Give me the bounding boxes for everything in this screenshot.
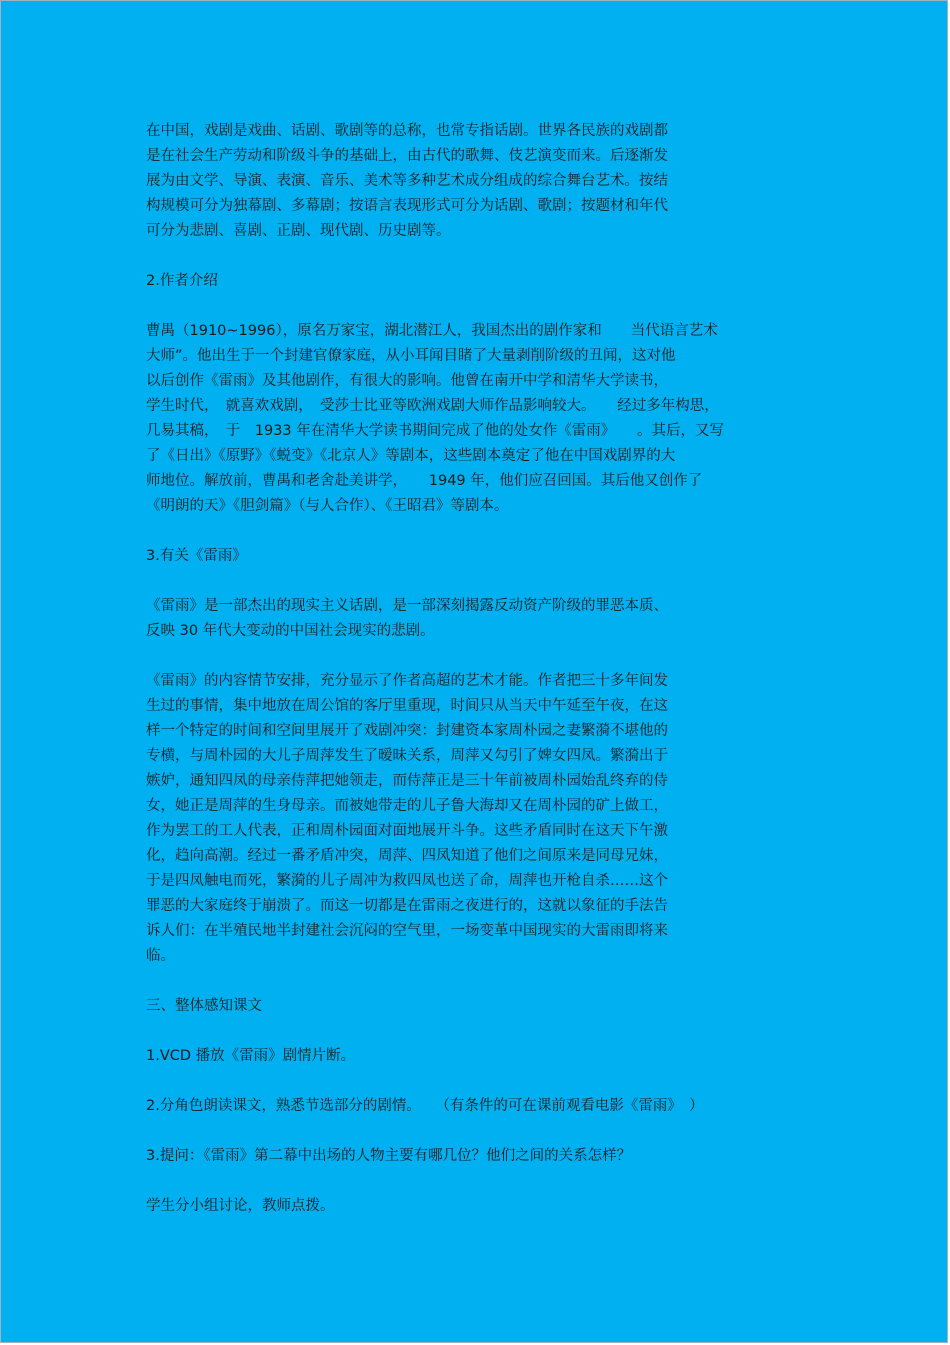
text-line: 在中国，戏剧是戏曲、话剧、歌剧等的总称，也常专指话剧。世界各民族的戏剧都 xyxy=(146,123,668,139)
text-line: 专横，与周朴园的大儿子周萍发生了暧昧关系，周萍又勾引了婢女四凤。繁漪出于 xyxy=(146,748,668,764)
list-item: 3.提问：《雷雨》第二幕中出场的人物主要有哪几位？他们之间的关系怎样？ xyxy=(146,1148,632,1164)
text-line: 以后创作《雷雨》及其他剧作，有很大的影响。他曾在南开中学和清华大学读书， xyxy=(146,373,668,389)
list-item: 1.VCD 播放《雷雨》剧情片断。 xyxy=(146,1048,356,1064)
text-line: 反映 30 年代大变动的中国社会现实的悲剧。 xyxy=(146,623,435,639)
text-line: 诉人们：在半殖民地半封建社会沉闷的空气里，一场变革中国现实的大雷雨即将来 xyxy=(146,923,668,939)
text-line: 生过的事情，集中地放在周公馆的客厅里重现，时间只从当天中午延至午夜，在这 xyxy=(146,698,668,714)
text-line: 罪恶的大家庭终于崩溃了。而这一切都是在雷雨之夜进行的，这就以象征的手法告 xyxy=(146,898,668,914)
list-item: 学生分小组讨论，教师点拨。 xyxy=(146,1198,335,1214)
text-line: 展为由文学、导演、表演、音乐、美术等多种艺术成分组成的综合舞台艺术。按结 xyxy=(146,173,668,189)
intro-paragraph xyxy=(146,119,806,244)
text-line: 曹禺（1910~1996），原名万家宝，湖北潜江人，我国杰出的剧作家和 当代语言艺术 xyxy=(146,323,718,339)
text-line: 大师”。他出生于一个封建官僚家庭，从小耳闻目睹了大量剥削阶级的丑闻，这对他 xyxy=(146,348,676,364)
text-line: 可分为悲剧、喜剧、正剧、现代剧、历史剧等。 xyxy=(146,223,451,239)
text-line: 学生时代， 就喜欢戏剧， 受莎士比亚等欧洲戏剧大师作品影响较大。 经过多年构思， xyxy=(146,398,719,414)
text-line: 构规模可分为独幕剧、多幕剧；按语言表现形式可分为话剧、歌剧；按题材和年代 xyxy=(146,198,668,214)
document-body xyxy=(146,119,806,1219)
heading-section-3: 三、整体感知课文 xyxy=(146,998,262,1014)
leiyu-paragraph-1 xyxy=(146,594,806,644)
heading-author: 2.作者介绍 xyxy=(146,273,218,289)
text-line: 嫉妒，通知四凤的母亲侍萍把她领走，而侍萍正是三十年前被周朴园始乱终弃的侍 xyxy=(146,773,668,789)
text-line: 样一个特定的时间和空间里展开了戏剧冲突：封建资本家周朴园之妻繁漪不堪他的 xyxy=(146,723,668,739)
text-line: 《雷雨》是一部杰出的现实主义话剧，是一部深刻揭露反动资产阶级的罪恶本质、 xyxy=(146,598,668,614)
text-line: 《雷雨》的内容情节安排，充分显示了作者高超的艺术才能。作者把三十多年间发 xyxy=(146,673,668,689)
author-paragraph xyxy=(146,319,806,519)
text-line: 女，她正是周萍的生身母亲。而被她带走的儿子鲁大海却又在周朴园的矿上做工， xyxy=(146,798,668,814)
heading-leiyu: 3.有关《雷雨》 xyxy=(146,548,247,564)
text-line: 《明朗的天》《胆剑篇》（与人合作）、《王昭君》等剧本。 xyxy=(146,498,509,514)
text-line: 师地位。解放前，曹禺和老舍赴美讲学， 1949 年，他们应召回国。其后他又创作了 xyxy=(146,473,703,489)
text-line: 化，趋向高潮。经过一番矛盾冲突，周萍、四凤知道了他们之间原来是同母兄妹， xyxy=(146,848,668,864)
list-item: 2.分角色朗读课文，熟悉节选部分的剧情。 （有条件的可在课前观看电影《雷雨》 ） xyxy=(146,1098,704,1114)
text-line: 临。 xyxy=(146,948,175,964)
leiyu-paragraph-2 xyxy=(146,669,806,969)
text-line: 于是四凤触电而死，繁漪的儿子周冲为救四凤也送了命，周萍也开枪自杀……这个 xyxy=(146,873,668,889)
text-line: 几易其稿， 于 1933 年在清华大学读书期间完成了他的处女作《雷雨》 。其后，又写 xyxy=(146,423,725,439)
text-line: 是在社会生产劳动和阶级斗争的基础上，由古代的歌舞、伎艺演变而来。后逐渐发 xyxy=(146,148,668,164)
text-line: 作为罢工的工人代表，正和周朴园面对面地展开斗争。这些矛盾同时在这天下午激 xyxy=(146,823,668,839)
text-line: 了《日出》《原野》《蜕变》《北京人》等剧本，这些剧本奠定了他在中国戏剧界的大 xyxy=(146,448,676,464)
